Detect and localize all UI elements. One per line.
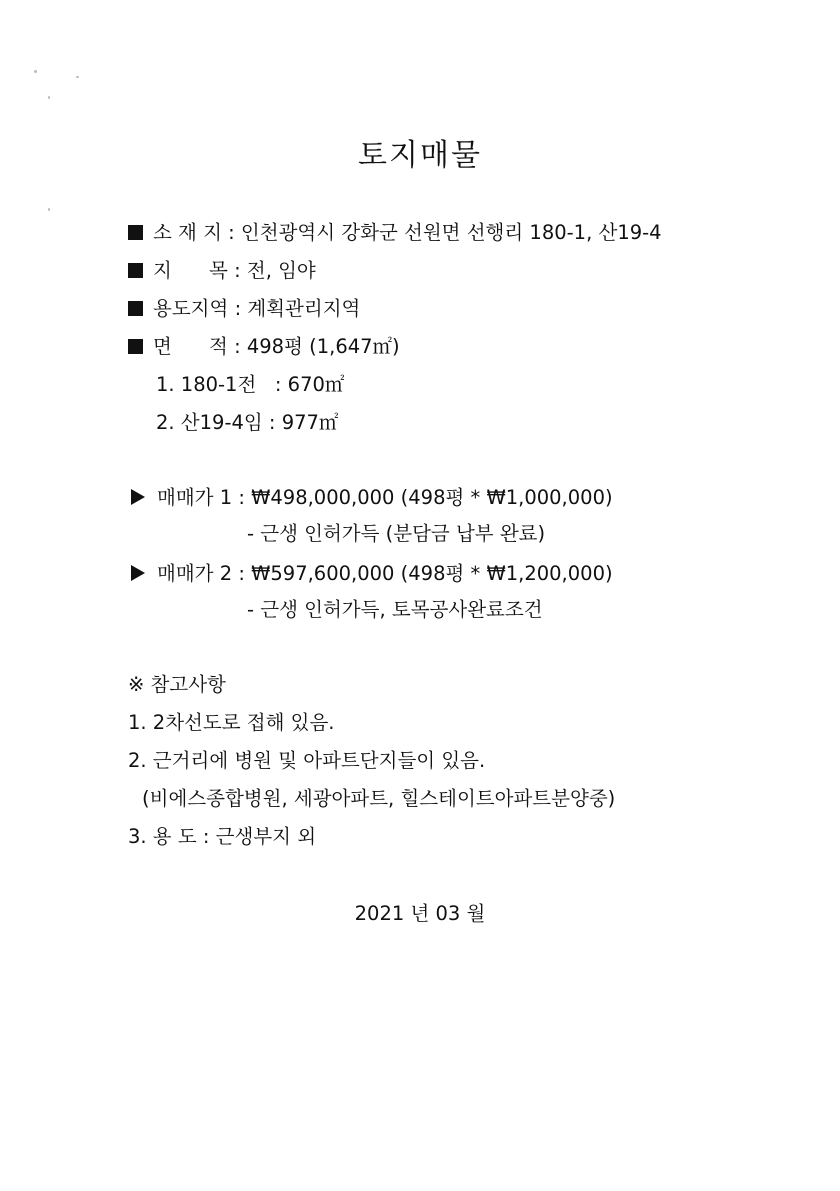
scan-speck: [34, 70, 37, 73]
scan-speck: [76, 76, 79, 78]
land-type-value: 전, 임야: [246, 259, 316, 282]
scan-speck: [48, 208, 50, 211]
price-1-note: - 근생 인허가득 (분담금 납부 완료): [247, 522, 546, 545]
black-square-icon: [128, 225, 143, 240]
location-separator: :: [228, 221, 235, 244]
price-2-separator: :: [238, 562, 245, 585]
note-item: 3. 용 도 : 근생부지 외: [128, 825, 317, 848]
area-separator: :: [234, 335, 241, 358]
zoning-label: 용도지역: [153, 297, 229, 320]
document-date: 2021 년 03 월: [354, 902, 486, 925]
zoning-row: [128, 297, 360, 321]
area-value: 498평 (1,647㎡): [246, 335, 400, 358]
black-square-icon: [128, 339, 143, 354]
price-1-row: [131, 486, 613, 510]
area-row: [128, 335, 400, 359]
parcel-item: 2. 산19-4임 : 977㎡: [156, 411, 339, 434]
right-triangle-icon: [131, 489, 145, 505]
price-2-row: [131, 562, 613, 586]
scan-speck: [48, 96, 50, 99]
location-value: 인천광역시 강화군 선원면 선행리 180-1, 산19-4: [240, 221, 662, 244]
land-type-separator: :: [234, 259, 241, 282]
note-item: 1. 2차선도로 접해 있음.: [128, 711, 335, 734]
location-row: [128, 221, 662, 245]
notes-heading: ※ 참고사항: [128, 673, 226, 696]
zoning-separator: :: [234, 297, 242, 320]
price-2-value: ₩597,600,000 (498평 * ₩1,200,000): [251, 562, 613, 585]
note-item: 2. 근거리에 병원 및 아파트단지들이 있음.: [128, 749, 486, 772]
location-label: 소 재 지: [153, 221, 222, 244]
black-square-icon: [128, 301, 143, 316]
price-2-label: 매매가 2: [157, 562, 233, 585]
note-item: (비에스종합병원, 세광아파트, 힐스테이트아파트분양중): [142, 787, 616, 810]
right-triangle-icon: [131, 565, 145, 581]
price-1-value: ₩498,000,000 (498평 * ₩1,000,000): [251, 486, 613, 509]
zoning-value: 계획관리지역: [247, 297, 361, 320]
document-title: 토지매물: [358, 138, 482, 173]
parcel-item: 1. 180-1전 : 670㎡: [156, 373, 345, 396]
area-label: 면 적: [153, 335, 228, 358]
price-2-note: - 근생 인허가득, 토목공사완료조건: [247, 598, 543, 621]
price-1-label: 매매가 1: [157, 486, 233, 509]
land-type-label: 지 목: [153, 259, 228, 282]
land-type-row: [128, 259, 316, 283]
black-square-icon: [128, 263, 143, 278]
price-1-separator: :: [238, 486, 245, 509]
